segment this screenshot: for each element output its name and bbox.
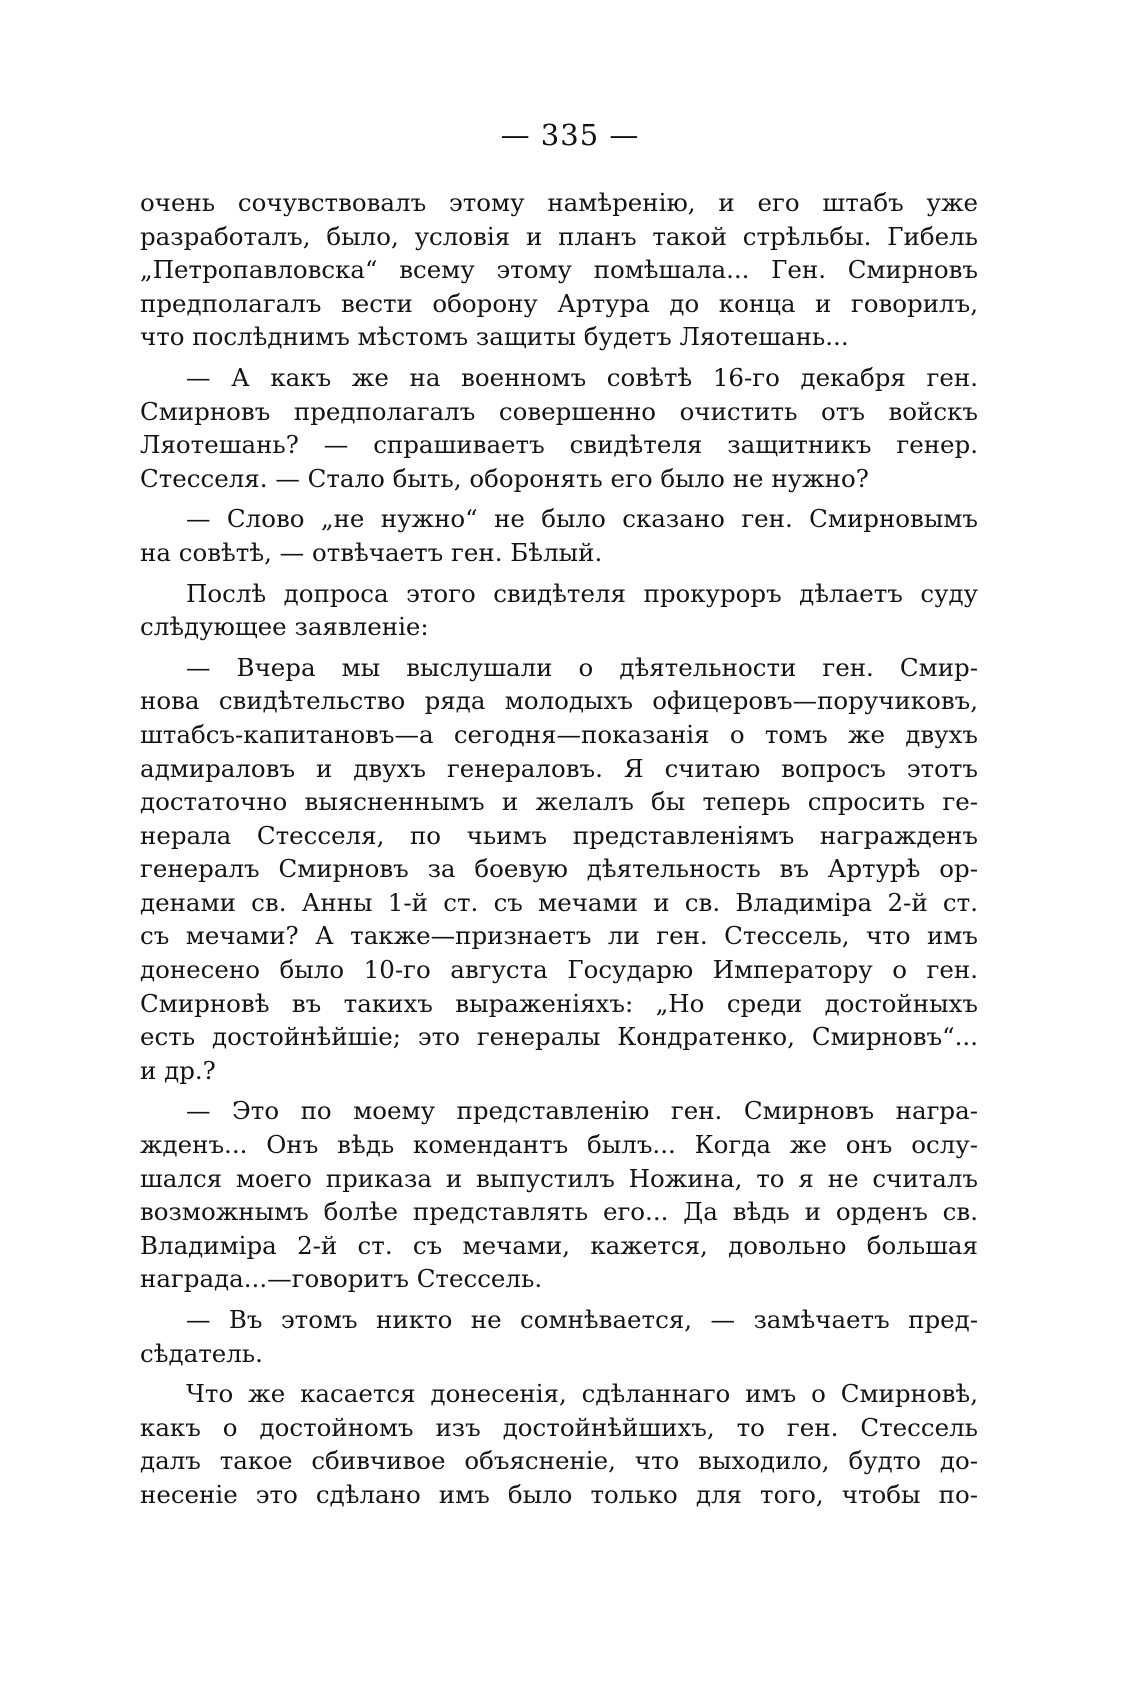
paragraph [140, 361, 978, 495]
text-line: генералъ Смирновъ за боевую дѣятельность въ Артурѣ ор- [140, 854, 978, 884]
paragraph [140, 651, 978, 1088]
text-line: и др.? [140, 1055, 216, 1085]
text-line: жденъ... Онъ вѣдь комендантъ былъ... Когда же онъ ослу- [140, 1130, 978, 1160]
paragraph [140, 186, 978, 354]
text-line: „Петропавловска“ всему этому помѣшала... Ген. Смирновъ [140, 255, 978, 285]
text-line: денами св. Анны 1-й ст. съ мечами и св. Владиміра 2-й ст. [140, 887, 978, 917]
text-line: нерала Стесселя, по чьимъ представленіямъ награжденъ [140, 820, 978, 850]
text-line: слѣдующее заявленіе: [140, 612, 429, 642]
text-line: — Слово „не нужно“ не было сказано ген. Смирновымъ [186, 504, 978, 534]
paragraph [140, 502, 978, 569]
text-line: — Вчера мы выслушали о дѣятельности ген. Смир- [186, 652, 978, 682]
text-line: достаточно выясненнымъ и желалъ бы теперь спросить ге- [140, 787, 978, 817]
text-line: награда...—говоритъ Стессель. [140, 1264, 543, 1294]
text-line: Стесселя. — Стало быть, оборонять его было не нужно? [140, 463, 869, 493]
text-line: — Это по моему представленію ген. Смирновъ награ- [186, 1096, 978, 1126]
text-line: сѣдатель. [140, 1338, 263, 1368]
text-line: нова свидѣтельство ряда молодыхъ офицеровъ—поручиковъ, [140, 686, 978, 716]
paragraph [140, 1303, 978, 1370]
text-line: донесено было 10-го августа Государю Императору о ген. [140, 955, 978, 985]
text-line: возможнымъ болѣе представлять его... Да вѣдь и орденъ св. [140, 1197, 978, 1227]
text-line: на совѣтѣ, — отвѣчаетъ ген. Бѣлый. [140, 537, 603, 567]
text-line: Владиміра 2-й ст. съ мечами, кажется, довольно большая [140, 1230, 978, 1260]
text-line: Смирновѣ въ такихъ выраженіяхъ: „Но среди достойныхъ [140, 988, 978, 1018]
text-line: Смирновъ предполагалъ совершенно очистить отъ войскъ [140, 396, 978, 426]
body-text [140, 186, 978, 1519]
text-line: разработалъ, было, условія и планъ такой стрѣльбы. Гибель [140, 221, 978, 251]
text-line: шался моего приказа и выпустилъ Ножина, то я не считалъ [140, 1163, 978, 1193]
text-line: есть достойнѣйшіе; это генералы Кондратенко, Смирновъ“... [140, 1022, 978, 1052]
paragraph [140, 1377, 978, 1511]
text-line: предполагалъ вести оборону Артура до конца и говорилъ, [140, 288, 978, 318]
text-line: несеніе это сдѣлано имъ было только для того, чтобы по- [140, 1479, 978, 1509]
paragraph [140, 1094, 978, 1296]
text-line: Ляотешань? — спрашиваетъ свидѣтеля защитникъ генер. [140, 430, 978, 460]
text-line: что послѣднимъ мѣстомъ защиты будетъ Ляотешань... [140, 322, 849, 352]
text-line: съ мечами? А также—признаетъ ли ген. Стессель, что имъ [140, 921, 978, 951]
text-line: — Въ этомъ никто не сомнѣвается, — замѣчаетъ пред- [186, 1305, 978, 1334]
text-line: какъ о достойномъ изъ достойнѣйшихъ, то ген. Стессель [140, 1412, 978, 1442]
text-line: очень сочувствовалъ этому намѣренію, и его штабъ уже [140, 188, 978, 217]
page-number: — 335 — [500, 118, 640, 152]
paragraph [140, 577, 978, 644]
text-line: — А какъ же на военномъ совѣтѣ 16-го декабря ген. [186, 362, 978, 392]
text-line: Что же касается донесенія, сдѣланнаго имъ о Смирновѣ, [186, 1379, 978, 1409]
text-line: далъ такое сбивчивое объясненіе, что выходило, будто до- [140, 1446, 978, 1476]
text-line: Послѣ допроса этого свидѣтеля прокуроръ дѣлаетъ суду [186, 578, 978, 608]
text-line: штабсъ-капитановъ—а сегодня—показанія о томъ же двухъ [140, 719, 978, 749]
text-line: адмираловъ и двухъ генераловъ. Я считаю вопросъ этотъ [140, 753, 978, 783]
